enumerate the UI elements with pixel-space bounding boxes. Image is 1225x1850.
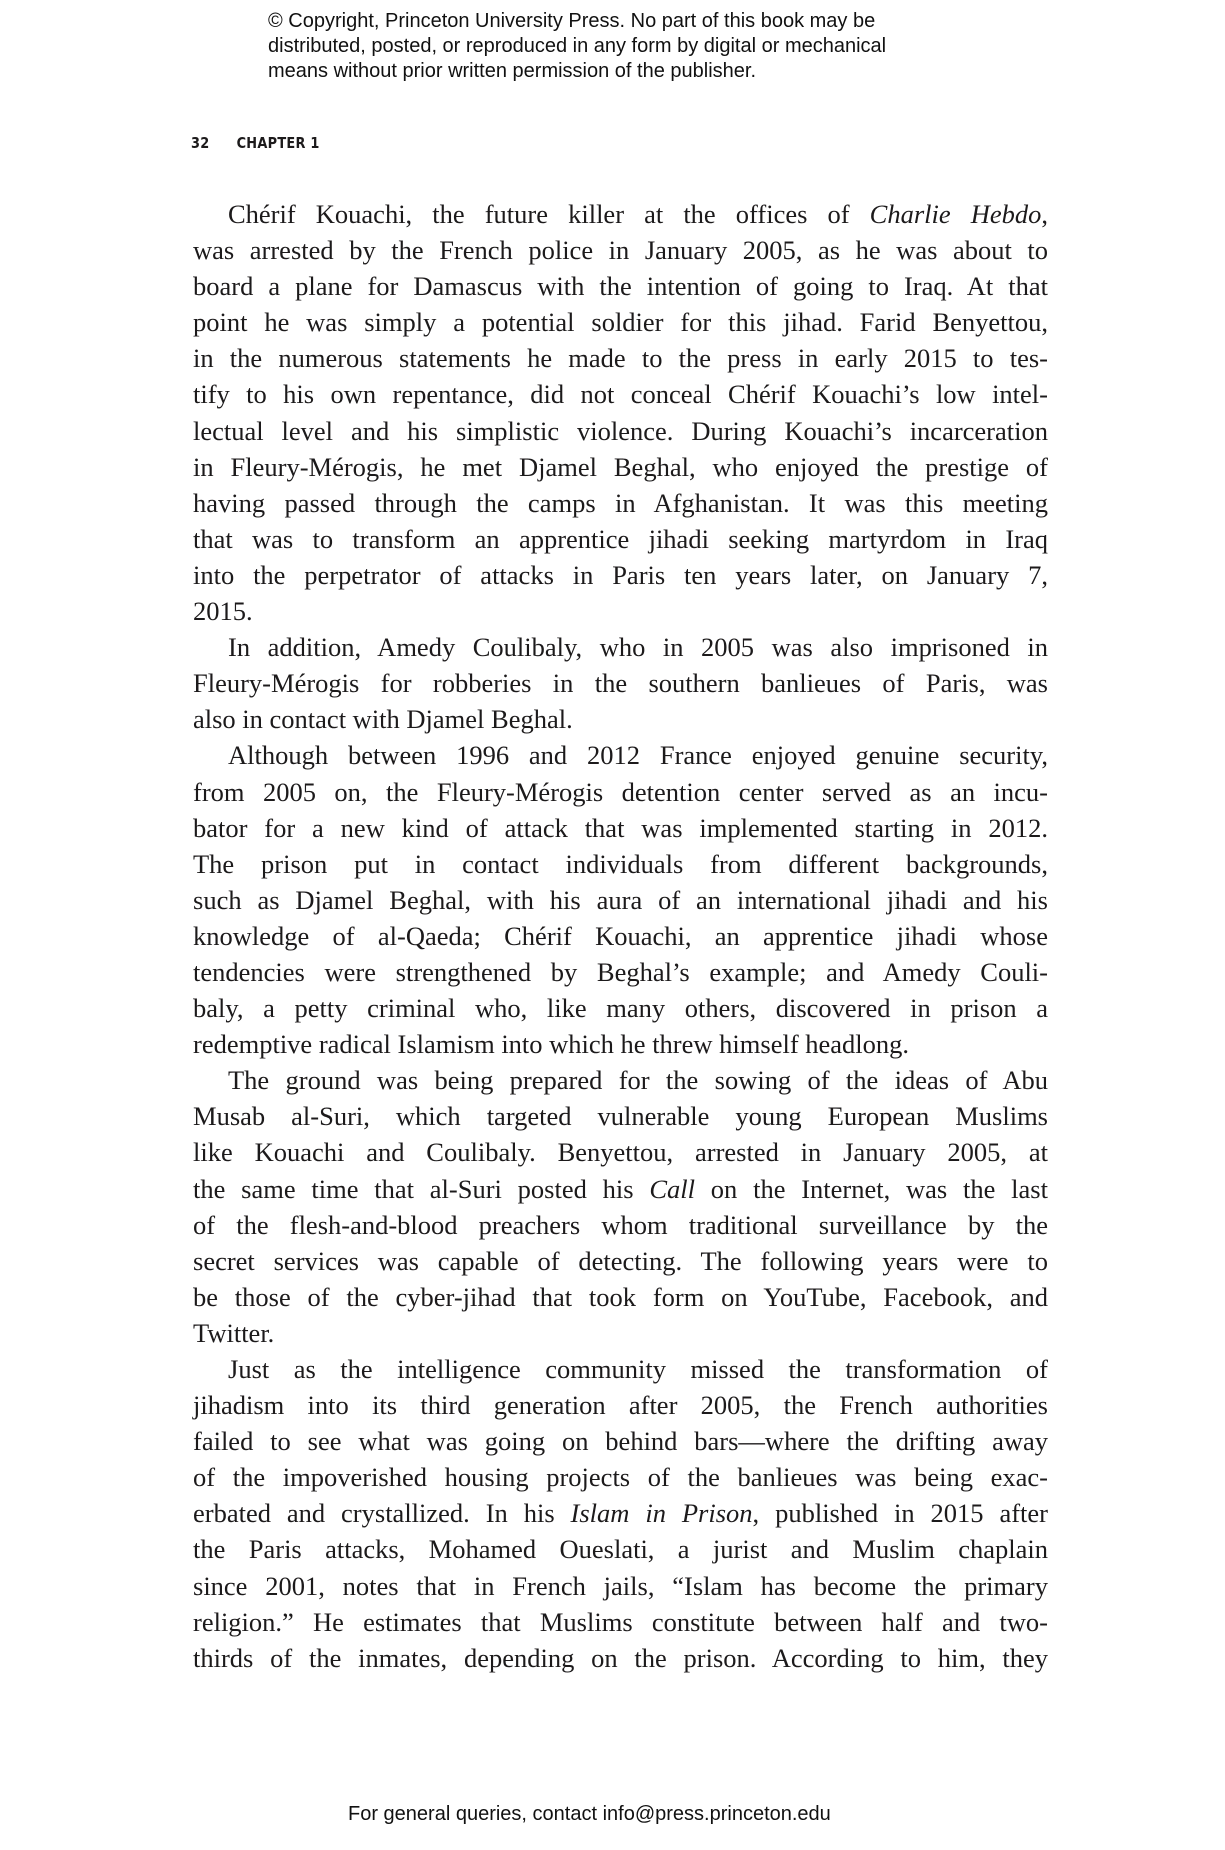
text-line: thirds of the inmates, depending on the prison. According to him, they	[193, 1642, 1048, 1673]
text-line: erbated and crystallized. In his Islam in Prison, published in 2015 after	[193, 1498, 1049, 1529]
copyright-line: distributed, posted, or reproduced in any form by digital or mechanical	[268, 35, 887, 57]
paragraph	[193, 1062, 1048, 1351]
text-line: having passed through the camps in Afghanistan. It was this meeting	[193, 487, 1048, 518]
text-line: board a plane for Damascus with the intention of going to Iraq. At that	[193, 271, 1048, 302]
text-line: into the perpetrator of attacks in Paris ten years later, on January 7,	[193, 559, 1048, 590]
body-text	[193, 196, 1048, 1676]
paragraph	[193, 196, 1048, 629]
text-line: in Fleury-Mérogis, he met Djamel Beghal, who enjoyed the prestige of	[193, 451, 1048, 482]
text-line: also in contact with Djamel Beghal.	[193, 704, 573, 735]
text-line: redemptive radical Islamism into which he threw himself headlong.	[193, 1029, 910, 1060]
text-line: secret services was capable of detecting. The following years were to	[193, 1245, 1048, 1276]
text-line: In addition, Amedy Coulibaly, who in 2005 was also imprisoned in	[228, 632, 1048, 663]
text-line: baly, a petty criminal who, like many others, discovered in prison a	[193, 993, 1048, 1024]
text-line: point he was simply a potential soldier for this jihad. Farid Benyettou,	[193, 307, 1048, 338]
text-line: since 2001, notes that in French jails, “Islam has become the primary	[193, 1570, 1048, 1601]
text-line: of the flesh-and-blood preachers whom traditional surveillance by the	[193, 1209, 1048, 1240]
text-line: be those of the cyber-jihad that took form on YouTube, Facebook, and	[193, 1281, 1048, 1312]
text-line: the same time that al-Suri posted his Call on the Internet, was the last	[193, 1173, 1048, 1204]
text-line: Fleury-Mérogis for robberies in the southern banlieues of Paris, was	[193, 668, 1048, 699]
text-line: such as Djamel Beghal, with his aura of an international jihadi and his	[193, 884, 1048, 915]
copyright-notice	[268, 9, 988, 84]
text-line: The ground was being prepared for the sowing of the ideas of Abu	[228, 1065, 1048, 1096]
copyright-line: © Copyright, Princeton University Press. No part of this book may be	[268, 10, 876, 32]
text-line: from 2005 on, the Fleury-Mérogis detention center served as an incu-	[193, 776, 1048, 807]
chapter-label: CHAPTER 1	[236, 134, 320, 152]
text-line: tendencies were strengthened by Beghal’s example; and Amedy Couli-	[193, 956, 1048, 987]
text-line: bator for a new kind of attack that was implemented starting in 2012.	[193, 812, 1048, 843]
text-line: failed to see what was going on behind bars—where the drifting away	[193, 1426, 1048, 1457]
italic-title: Islam in Prison	[570, 1498, 753, 1529]
text-line: Chérif Kouachi, the future killer at the offices of Charlie Hebdo,	[228, 199, 1048, 229]
text-line: Just as the intelligence community missed the transformation of	[228, 1354, 1048, 1384]
text-line: knowledge of al-Qaeda; Chérif Kouachi, an apprentice jihadi whose	[193, 920, 1048, 951]
text-line: lectual level and his simplistic violence. During Kouachi’s incarceration	[193, 415, 1048, 446]
text-line: The prison put in contact individuals from different backgrounds,	[193, 848, 1048, 879]
text-line: like Kouachi and Coulibaly. Benyettou, arrested in January 2005, at	[193, 1137, 1048, 1168]
page-number: 32	[191, 134, 210, 152]
italic-title: Call	[649, 1173, 696, 1204]
paragraph	[193, 1351, 1048, 1676]
paragraph	[193, 737, 1048, 1062]
text-line: the Paris attacks, Mohamed Oueslati, a jurist and Muslim chaplain	[193, 1534, 1048, 1565]
text-line: jihadism into its third generation after 2005, the French authorities	[193, 1390, 1048, 1421]
text-line: Although between 1996 and 2012 France enjoyed genuine security,	[228, 740, 1048, 771]
text-line: was arrested by the French police in January 2005, as he was about to	[193, 235, 1048, 266]
text-line: of the impoverished housing projects of the banlieues was being exac-	[193, 1462, 1048, 1493]
paragraph	[193, 629, 1048, 737]
text-line: religion.” He estimates that Muslims constitute between half and two-	[193, 1606, 1048, 1637]
running-head	[191, 133, 320, 153]
text-line: Twitter.	[193, 1317, 275, 1348]
text-line: Musab al-Suri, which targeted vulnerable young European Muslims	[193, 1101, 1048, 1132]
text-line: that was to transform an apprentice jihadi seeking martyrdom in Iraq	[193, 523, 1048, 554]
footer-contact: For general queries, contact info@press.princeton.edu	[348, 1803, 831, 1825]
text-line: tify to his own repentance, did not conceal Chérif Kouachi’s low intel-	[193, 379, 1048, 410]
italic-title: Charlie Hebdo	[869, 199, 1042, 229]
copyright-line: means without prior written permission of the publisher.	[268, 60, 757, 82]
text-line: 2015.	[193, 596, 253, 627]
text-line: in the numerous statements he made to the press in early 2015 to tes-	[193, 343, 1048, 374]
